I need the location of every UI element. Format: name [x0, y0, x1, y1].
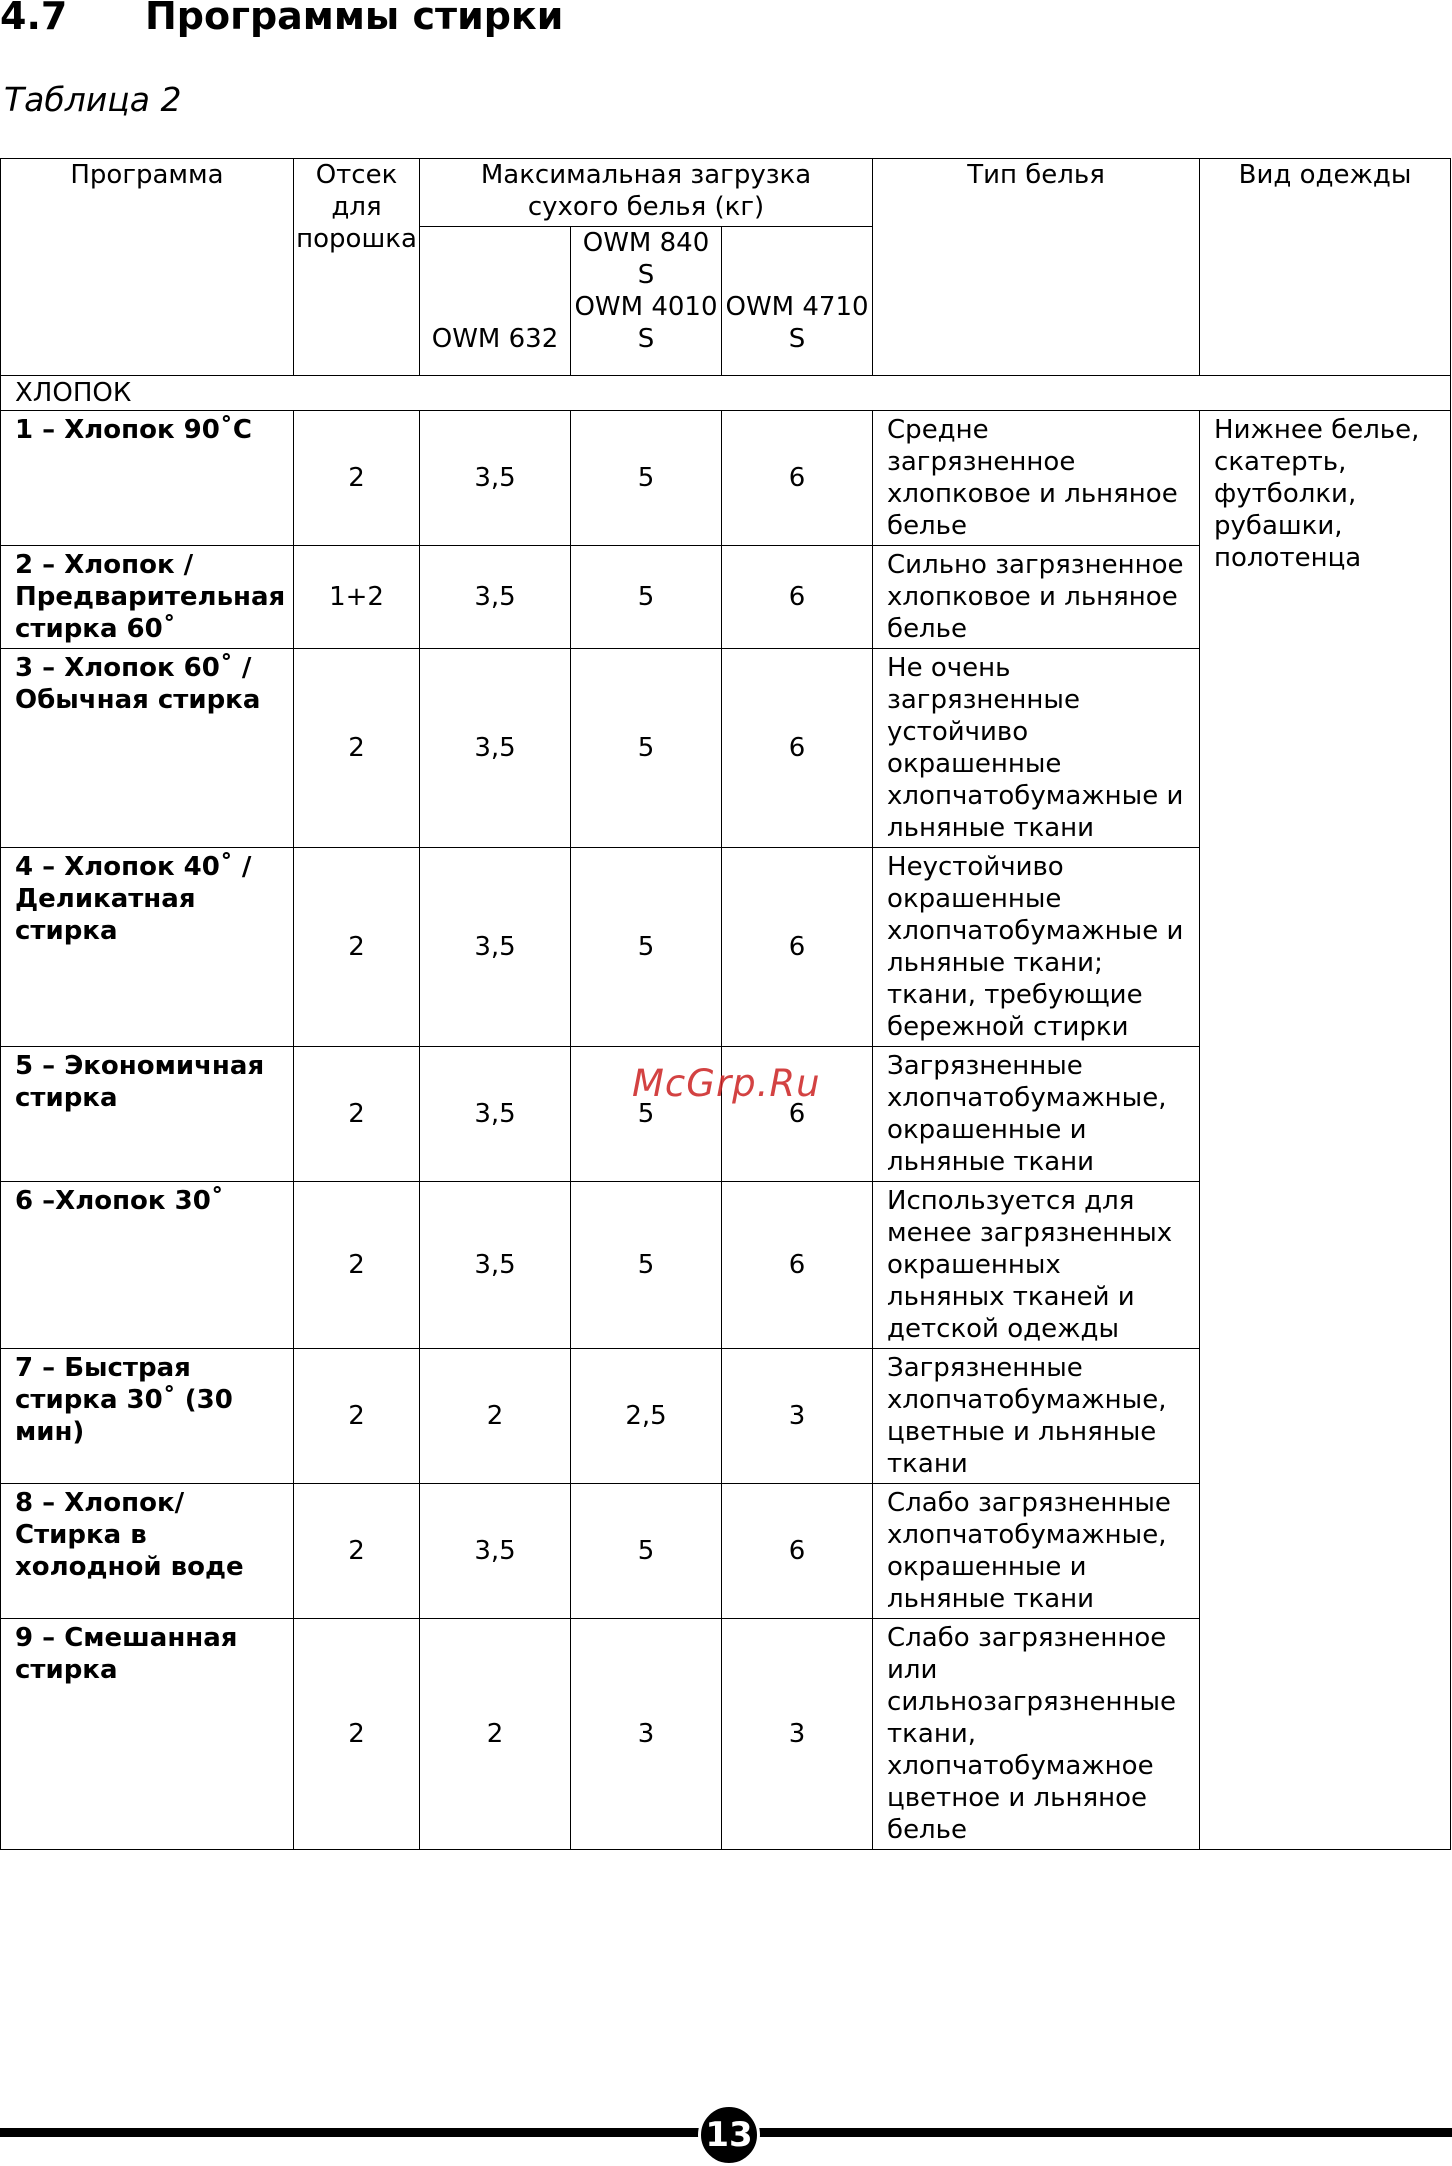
header-compartment: Отсек для порошка	[294, 159, 420, 376]
program-name: 7 – Быстрая стирка 30˚ (30 мин)	[1, 1349, 294, 1484]
compartment-value: 1+2	[294, 546, 420, 649]
program-name: 3 – Хлопок 60˚ / Обычная стирка	[1, 649, 294, 848]
load-owm840: 5	[571, 411, 722, 546]
program-name: 6 –Хлопок 30˚	[1, 1182, 294, 1349]
header-max-load: Максимальная загрузка сухого белья (кг)	[420, 159, 873, 227]
load-owm632: 3,5	[420, 1484, 571, 1619]
load-owm632: 3,5	[420, 649, 571, 848]
load-owm4710: 6	[722, 649, 873, 848]
load-owm840: 5	[571, 1047, 722, 1182]
program-name: 5 – Экономичная стирка	[1, 1047, 294, 1182]
section-heading	[0, 0, 563, 38]
load-owm4710: 3	[722, 1349, 873, 1484]
load-owm4710: 6	[722, 411, 873, 546]
load-owm4710: 6	[722, 1484, 873, 1619]
load-owm632: 3,5	[420, 411, 571, 546]
header-model-owm840	[571, 227, 722, 376]
fabric-type: Средне загрязненное хлопковое и льняное белье	[873, 411, 1200, 546]
fabric-type: Неустойчиво окрашенные хлопчатобумажные и льняные ткани; ткани, требующие бережной стирки	[873, 848, 1200, 1047]
compartment-value: 2	[294, 1047, 420, 1182]
program-name: 1 – Хлопок 90˚С	[1, 411, 294, 546]
page-number: 13	[698, 2104, 760, 2166]
load-owm632: 3,5	[420, 546, 571, 649]
load-owm840: 5	[571, 546, 722, 649]
clothing-note: Нижнее белье, скатерть, футболки, рубашки, полотенца	[1200, 411, 1451, 1850]
load-owm632: 2	[420, 1349, 571, 1484]
header-model-owm4010-line2: OWM 4010 S	[574, 292, 718, 354]
program-name: 8 – Хлопок/Стирка в холодной воде	[1, 1484, 294, 1619]
program-name: 4 – Хлопок 40˚ / Деликатная стирка	[1, 848, 294, 1047]
section-title: Программы стирки	[145, 0, 564, 38]
load-owm840: 5	[571, 1484, 722, 1619]
load-owm4710: 6	[722, 1047, 873, 1182]
program-name: 2 – Хлопок / Предварительная стирка 60˚	[1, 546, 294, 649]
load-owm4710: 6	[722, 1182, 873, 1349]
compartment-value: 2	[294, 411, 420, 546]
compartment-value: 2	[294, 1619, 420, 1850]
load-owm840: 2,5	[571, 1349, 722, 1484]
program-name: 9 – Смешанная стирка	[1, 1619, 294, 1850]
fabric-type: Используется для менее загрязненных окрашенных льняных тканей и детской одежды	[873, 1182, 1200, 1349]
load-owm840: 5	[571, 649, 722, 848]
fabric-type: Не очень загрязненные устойчиво окрашенные хлопчатобумажные и льняные ткани	[873, 649, 1200, 848]
fabric-type: Загрязненные хлопчатобумажные, цветные и льняные ткани	[873, 1349, 1200, 1484]
load-owm632: 3,5	[420, 1182, 571, 1349]
fabric-type: Слабо загрязненные хлопчатобумажные, окрашенные и льняные ткани	[873, 1484, 1200, 1619]
fabric-type: Загрязненные хлопчатобумажные, окрашенные и льняные ткани	[873, 1047, 1200, 1182]
load-owm4710: 3	[722, 1619, 873, 1850]
table-caption: Таблица 2	[4, 80, 182, 119]
header-fabric-type: Тип белья	[873, 159, 1200, 376]
compartment-value: 2	[294, 848, 420, 1047]
compartment-value: 2	[294, 1182, 420, 1349]
watermark: McGrp.Ru	[632, 1062, 821, 1105]
section-number: 4.7	[0, 0, 68, 38]
compartment-value: 2	[294, 1484, 420, 1619]
load-owm840: 5	[571, 848, 722, 1047]
programs-table	[0, 158, 1451, 1850]
load-owm840: 5	[571, 1182, 722, 1349]
header-model-owm632: OWM 632	[420, 227, 571, 376]
section-row-cotton: ХЛОПОК	[1, 376, 1451, 411]
header-model-owm4710: OWM 4710 S	[722, 227, 873, 376]
header-program: Программа	[1, 159, 294, 376]
load-owm632: 2	[420, 1619, 571, 1850]
compartment-value: 2	[294, 1349, 420, 1484]
load-owm4710: 6	[722, 848, 873, 1047]
load-owm632: 3,5	[420, 1047, 571, 1182]
fabric-type: Слабо загрязненное или сильнозагрязненные ткани, хлопчатобумажное цветное и льняное белье	[873, 1619, 1200, 1850]
header-clothing: Вид одежды	[1200, 159, 1451, 376]
header-model-owm840-line1: OWM 840 S	[582, 228, 710, 290]
load-owm632: 3,5	[420, 848, 571, 1047]
load-owm840: 3	[571, 1619, 722, 1850]
load-owm4710: 6	[722, 546, 873, 649]
fabric-type: Сильно загрязненное хлопковое и льняное белье	[873, 546, 1200, 649]
compartment-value: 2	[294, 649, 420, 848]
